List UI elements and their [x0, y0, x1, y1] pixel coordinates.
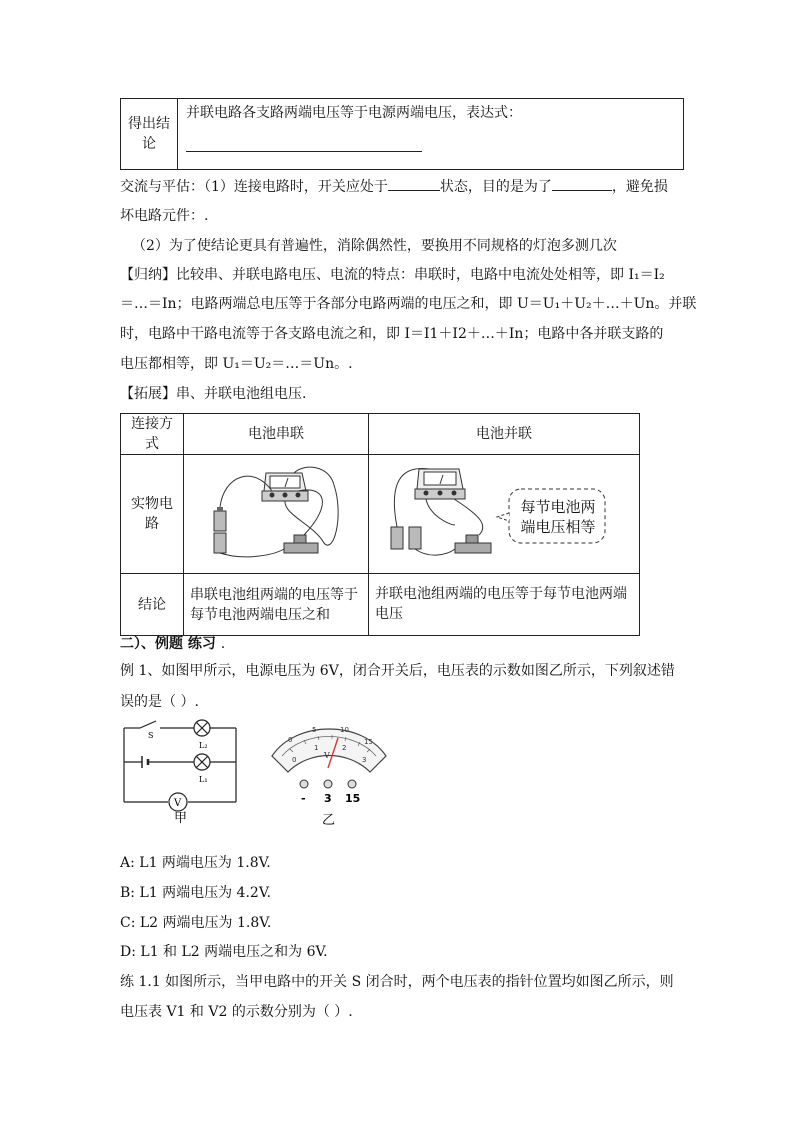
circuit-diagram-jia — [116, 716, 246, 826]
outer-scale-15: 15 — [364, 738, 373, 746]
section-heading-text: 二）、例题 练习 — [120, 636, 216, 652]
series-circuit-cell — [184, 455, 369, 574]
paragraph-3: （2）为了使结论更具有普遍性，消除偶然性，要换用不同规格的灯泡多测几次 — [132, 238, 617, 254]
conclusion-blank[interactable] — [186, 137, 422, 152]
battery-table — [120, 413, 640, 636]
section-heading — [120, 634, 225, 654]
paragraph-2: 坏电路元件：. — [120, 208, 209, 224]
p1-text-a: 交流与平估：（1）连接电路时，开关应处于 — [120, 179, 388, 195]
outer-scale-10: 10 — [340, 726, 349, 734]
lamp-l2-label: L₂ — [199, 741, 208, 750]
row-conclusion-label: 结论 — [121, 574, 184, 636]
paragraph-4: 【归纳】比较串、并联电路电压、电流的特点：串联时，电路中电流处处相等，即 I₁＝I₂ — [120, 267, 665, 283]
practice-line1: 练 1.1 如图所示，当甲电路中的开关 S 闭合时，两个电压表的指针位置均如图乙所示，则 — [120, 974, 674, 990]
switch-state-blank[interactable] — [388, 176, 440, 191]
parallel-circuit-cell — [369, 455, 640, 574]
row-physical-label: 实物电路 — [121, 455, 184, 574]
header-series: 电池串联 — [184, 414, 369, 455]
header-parallel: 电池并联 — [369, 414, 640, 455]
option-a: A: L1 两端电压为 1.8V. — [120, 855, 271, 871]
voltmeter-dial-yi — [266, 716, 392, 830]
terminal-15: 15 — [345, 792, 361, 805]
outer-scale-5: 5 — [312, 726, 317, 734]
p1-text-b: 状态，目的是为了 — [439, 179, 552, 195]
switch-label: S — [148, 731, 154, 740]
paragraph-7: 电压都相等，即 U₁＝U₂＝…＝Un。. — [120, 356, 353, 372]
paragraph-8: 【拓展】串、并联电池组电压. — [120, 386, 307, 402]
lamp-l1-label: L₁ — [199, 775, 208, 784]
conclusion-cell — [178, 99, 684, 170]
section-heading-suffix: . — [220, 636, 226, 652]
terminal-neg: - — [301, 792, 306, 805]
outer-scale-0: 0 — [288, 736, 293, 744]
terminal-3: 3 — [324, 792, 332, 805]
example1-line1: 例 1、如图甲所示，电源电压为 6V，闭合开关后，电压表的示数如图乙所示，下列叙述错 — [120, 663, 675, 679]
voltmeter-symbol-label: V — [174, 798, 182, 809]
figure-jia-label: 甲 — [174, 811, 188, 826]
practice-line2: 电压表 V1 和 V2 的示数分别为（ ）. — [120, 1004, 353, 1020]
inner-scale-0: 0 — [292, 756, 297, 764]
figure-yi-label: 乙 — [322, 813, 336, 828]
bubble-text: 每节电池两端电压相等 — [520, 498, 596, 536]
option-b: B: L1 两端电压为 4.2V. — [120, 885, 271, 901]
inner-scale-2: 2 — [342, 744, 347, 752]
inner-scale-1: 1 — [314, 744, 319, 752]
inner-scale-3: 3 — [362, 756, 367, 764]
purpose-blank[interactable] — [552, 176, 612, 191]
paragraph-6: 时，电路中干路电流等于各支路电流之和，即 I＝I1＋I2＋…＋In；电路中各并联支路的 — [120, 326, 664, 342]
paragraph-5: ＝…＝In；电路两端总电压等于各部分电路两端的电压之和，即 U＝U₁＋U₂＋…＋Un。并联 — [120, 296, 697, 312]
series-conclusion: 串联电池组两端的电压等于每节电池两端电压之和 — [184, 574, 369, 636]
p1-text-c: ，避免损 — [611, 179, 668, 195]
paragraph-1 — [120, 176, 668, 197]
series-circuit-image — [184, 455, 366, 567]
option-d: D: L1 和 L2 两端电压之和为 6V. — [120, 944, 328, 960]
conclusion-table — [120, 98, 684, 170]
conclusion-label: 得出结论 — [121, 99, 178, 170]
conclusion-text: 并联电路各支路两端电压等于电源两端电压，表达式： — [186, 105, 522, 121]
option-c: C: L2 两端电压为 1.8V. — [120, 915, 272, 931]
dial-unit-v: V — [324, 751, 330, 760]
header-connection: 连接方式 — [121, 414, 184, 455]
example1-line2: 误的是（ ）. — [120, 694, 199, 710]
parallel-conclusion: 并联电池组两端的电压等于每节电池两端电压 — [369, 574, 640, 636]
